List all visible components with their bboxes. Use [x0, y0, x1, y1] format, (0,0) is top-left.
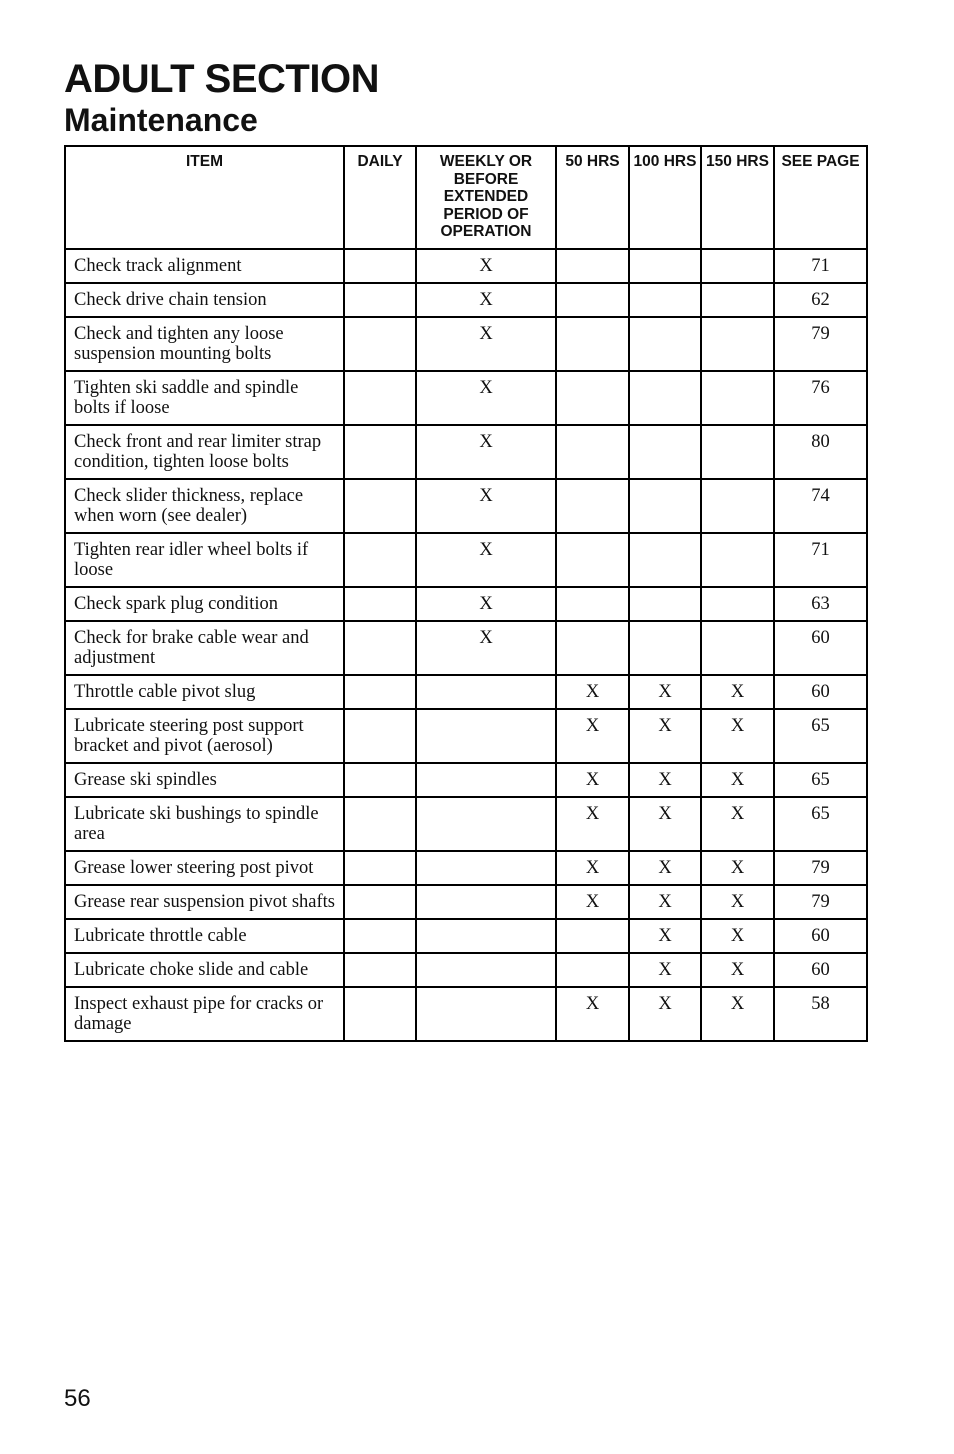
100-hrs-cell	[629, 425, 701, 479]
item-cell: Check spark plug condition	[65, 587, 344, 621]
50-hrs-cell: X	[556, 851, 629, 885]
50-hrs-cell	[556, 953, 629, 987]
50-hrs-cell	[556, 919, 629, 953]
daily-cell	[344, 953, 416, 987]
item-cell: Grease rear suspension pivot shafts	[65, 885, 344, 919]
daily-cell	[344, 371, 416, 425]
150-hrs-cell: X	[701, 797, 774, 851]
150-hrs-cell	[701, 283, 774, 317]
50-hrs-cell: X	[556, 709, 629, 763]
see-page-cell: 62	[774, 283, 867, 317]
table-row	[65, 587, 867, 621]
150-hrs-cell: X	[701, 885, 774, 919]
table-row	[65, 249, 867, 283]
daily-cell	[344, 425, 416, 479]
table-body	[65, 249, 867, 1041]
weekly-cell	[416, 763, 556, 797]
item-cell: Grease lower steering post pivot	[65, 851, 344, 885]
daily-cell	[344, 763, 416, 797]
daily-cell	[344, 919, 416, 953]
100-hrs-cell: X	[629, 919, 701, 953]
100-hrs-cell	[629, 283, 701, 317]
150-hrs-cell: X	[701, 987, 774, 1041]
see-page-cell: 65	[774, 763, 867, 797]
see-page-cell: 80	[774, 425, 867, 479]
50-hrs-cell: X	[556, 885, 629, 919]
table-row	[65, 283, 867, 317]
item-cell: Tighten rear idler wheel bolts if loose	[65, 533, 344, 587]
50-hrs-cell	[556, 587, 629, 621]
100-hrs-cell: X	[629, 851, 701, 885]
100-hrs-cell: X	[629, 987, 701, 1041]
50-hrs-cell	[556, 479, 629, 533]
weekly-cell: X	[416, 317, 556, 371]
maintenance-table	[64, 145, 868, 1042]
page-number: 56	[64, 1385, 91, 1412]
daily-cell	[344, 797, 416, 851]
weekly-cell	[416, 797, 556, 851]
daily-cell	[344, 533, 416, 587]
150-hrs-cell: X	[701, 953, 774, 987]
column-header-daily: DAILY	[344, 146, 416, 249]
50-hrs-cell	[556, 533, 629, 587]
daily-cell	[344, 479, 416, 533]
column-header-100-hrs: 100 HRS	[629, 146, 701, 249]
100-hrs-cell	[629, 479, 701, 533]
item-cell: Throttle cable pivot slug	[65, 675, 344, 709]
50-hrs-cell	[556, 317, 629, 371]
50-hrs-cell	[556, 283, 629, 317]
100-hrs-cell	[629, 317, 701, 371]
table-row	[65, 675, 867, 709]
table-row	[65, 479, 867, 533]
daily-cell	[344, 885, 416, 919]
weekly-cell	[416, 851, 556, 885]
item-cell: Check track alignment	[65, 249, 344, 283]
see-page-cell: 65	[774, 797, 867, 851]
table-row	[65, 797, 867, 851]
50-hrs-cell	[556, 621, 629, 675]
150-hrs-cell: X	[701, 675, 774, 709]
item-cell: Grease ski spindles	[65, 763, 344, 797]
see-page-cell: 71	[774, 533, 867, 587]
table-row	[65, 317, 867, 371]
150-hrs-cell: X	[701, 709, 774, 763]
item-cell: Check front and rear limiter strap condition, tighten loose bolts	[65, 425, 344, 479]
weekly-cell	[416, 919, 556, 953]
50-hrs-cell	[556, 371, 629, 425]
item-cell: Inspect exhaust pipe for cracks or damage	[65, 987, 344, 1041]
150-hrs-cell: X	[701, 851, 774, 885]
table-row	[65, 425, 867, 479]
150-hrs-cell	[701, 425, 774, 479]
table-row	[65, 371, 867, 425]
weekly-cell: X	[416, 479, 556, 533]
100-hrs-cell	[629, 533, 701, 587]
see-page-cell: 71	[774, 249, 867, 283]
100-hrs-cell: X	[629, 709, 701, 763]
see-page-cell: 79	[774, 851, 867, 885]
item-cell: Lubricate ski bushings to spindle area	[65, 797, 344, 851]
table-header-row	[65, 146, 867, 249]
item-cell: Check for brake cable wear and adjustment	[65, 621, 344, 675]
weekly-cell: X	[416, 249, 556, 283]
150-hrs-cell	[701, 371, 774, 425]
daily-cell	[344, 709, 416, 763]
50-hrs-cell	[556, 249, 629, 283]
item-cell: Lubricate choke slide and cable	[65, 953, 344, 987]
table-row	[65, 885, 867, 919]
50-hrs-cell: X	[556, 763, 629, 797]
150-hrs-cell: X	[701, 763, 774, 797]
column-header-50-hrs: 50 HRS	[556, 146, 629, 249]
column-header-item: ITEM	[65, 146, 344, 249]
daily-cell	[344, 317, 416, 371]
100-hrs-cell	[629, 621, 701, 675]
50-hrs-cell: X	[556, 797, 629, 851]
see-page-cell: 79	[774, 885, 867, 919]
section-subtitle: Maintenance	[64, 102, 258, 138]
column-header-weekly: WEEKLY OR BEFORE EXTENDED PERIOD OF OPERATION	[416, 146, 556, 249]
100-hrs-cell: X	[629, 675, 701, 709]
section-title: ADULT SECTION	[64, 57, 379, 101]
100-hrs-cell: X	[629, 953, 701, 987]
table-row	[65, 763, 867, 797]
item-cell: Check drive chain tension	[65, 283, 344, 317]
100-hrs-cell	[629, 371, 701, 425]
150-hrs-cell	[701, 249, 774, 283]
100-hrs-cell: X	[629, 797, 701, 851]
daily-cell	[344, 851, 416, 885]
50-hrs-cell: X	[556, 675, 629, 709]
see-page-cell: 60	[774, 919, 867, 953]
100-hrs-cell	[629, 587, 701, 621]
weekly-cell	[416, 953, 556, 987]
150-hrs-cell	[701, 621, 774, 675]
daily-cell	[344, 675, 416, 709]
weekly-cell: X	[416, 283, 556, 317]
table-row	[65, 953, 867, 987]
weekly-cell: X	[416, 371, 556, 425]
see-page-cell: 74	[774, 479, 867, 533]
weekly-cell: X	[416, 533, 556, 587]
100-hrs-cell: X	[629, 763, 701, 797]
daily-cell	[344, 587, 416, 621]
see-page-cell: 76	[774, 371, 867, 425]
daily-cell	[344, 621, 416, 675]
item-cell: Tighten ski saddle and spindle bolts if loose	[65, 371, 344, 425]
item-cell: Lubricate steering post support bracket and pivot (aerosol)	[65, 709, 344, 763]
column-header-150-hrs: 150 HRS	[701, 146, 774, 249]
150-hrs-cell	[701, 317, 774, 371]
see-page-cell: 60	[774, 675, 867, 709]
weekly-cell	[416, 987, 556, 1041]
50-hrs-cell	[556, 425, 629, 479]
table-row	[65, 533, 867, 587]
daily-cell	[344, 283, 416, 317]
table-row	[65, 621, 867, 675]
weekly-cell: X	[416, 621, 556, 675]
weekly-cell: X	[416, 587, 556, 621]
150-hrs-cell	[701, 533, 774, 587]
100-hrs-cell: X	[629, 885, 701, 919]
weekly-cell	[416, 675, 556, 709]
150-hrs-cell	[701, 479, 774, 533]
150-hrs-cell: X	[701, 919, 774, 953]
100-hrs-cell	[629, 249, 701, 283]
see-page-cell: 60	[774, 953, 867, 987]
see-page-cell: 63	[774, 587, 867, 621]
table-row	[65, 851, 867, 885]
daily-cell	[344, 249, 416, 283]
item-cell: Check and tighten any loose suspension mounting bolts	[65, 317, 344, 371]
see-page-cell: 58	[774, 987, 867, 1041]
table-row	[65, 987, 867, 1041]
weekly-cell	[416, 885, 556, 919]
item-cell: Check slider thickness, replace when worn (see dealer)	[65, 479, 344, 533]
daily-cell	[344, 987, 416, 1041]
see-page-cell: 65	[774, 709, 867, 763]
50-hrs-cell: X	[556, 987, 629, 1041]
weekly-cell	[416, 709, 556, 763]
table-row	[65, 709, 867, 763]
table-row	[65, 919, 867, 953]
weekly-cell: X	[416, 425, 556, 479]
column-header-see-page: SEE PAGE	[774, 146, 867, 249]
item-cell: Lubricate throttle cable	[65, 919, 344, 953]
see-page-cell: 60	[774, 621, 867, 675]
see-page-cell: 79	[774, 317, 867, 371]
150-hrs-cell	[701, 587, 774, 621]
